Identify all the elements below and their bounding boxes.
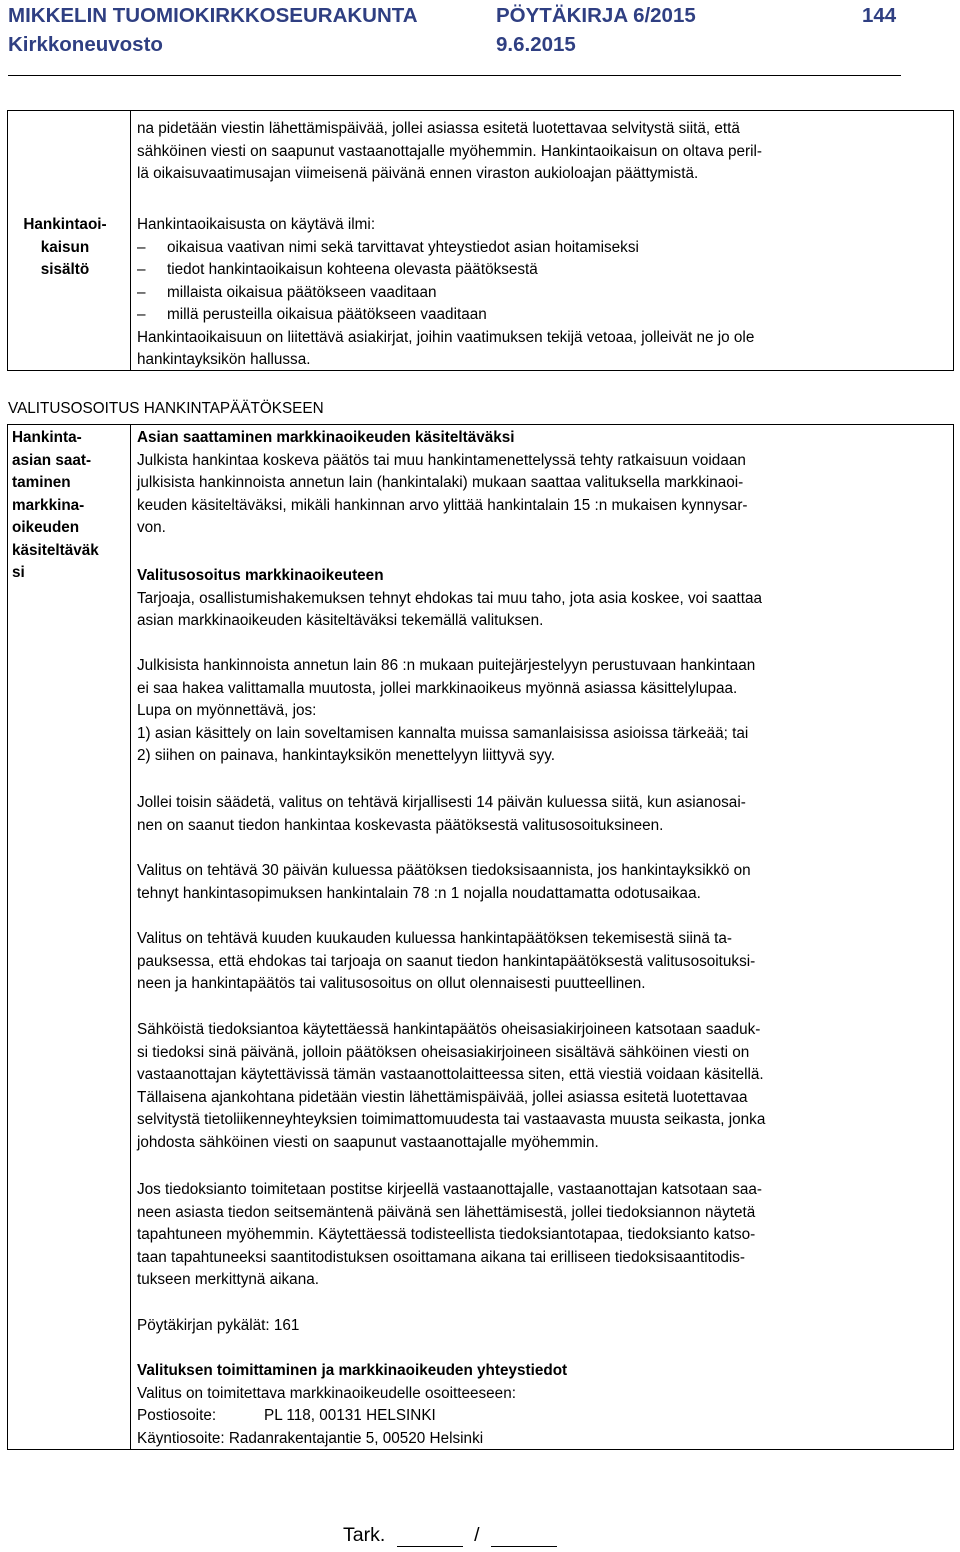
text-line: keuden käsiteltäväksi, mikäli hankinnan arvo ylittää hankintalain 15 :n mukaisen kynnysar-	[137, 496, 748, 514]
footer-label: Tark.	[343, 1524, 386, 1546]
side-label-line: oikeuden	[12, 519, 80, 536]
text-line: taan tapahtuneeksi saantitodistuksen osoittamana aikana tai erilliseen tiedoksisaantitodis-	[137, 1248, 745, 1266]
text-line: Julkisista hankinnoista annetun lain 86 :n mukaan puitejärjestelyyn perustuvaan hankintaan	[137, 657, 756, 674]
text-line: si tiedoksi sinä päivänä, jolloin päätöksen oheisasiakirjoineen sisältävä sähköinen viesti on	[137, 1043, 750, 1061]
side-label-line: si	[12, 564, 25, 581]
text-line: sähköinen viesti on saapunut vastaanottajalle myöhemmin. Hankintaoikaisun on oltava peril-	[137, 142, 762, 160]
side-label-line: Hankintaoi-	[23, 216, 107, 233]
oikaisu-content	[137, 214, 947, 372]
side-label-line: kaisun	[40, 238, 90, 256]
top-box-divider	[130, 111, 131, 370]
heading-asian-saattaminen: Asian saattaminen markkinaoikeuden käsiteltäväksi	[137, 429, 515, 446]
text-line: von.	[137, 519, 166, 536]
text-line: na pidetään viestin lähettämispäivää, jollei asiassa esitetä luotettavaa selvitystä siitä, että	[137, 120, 740, 137]
footer-separator: /	[474, 1524, 480, 1546]
para-block-4	[137, 792, 947, 837]
footer-check	[343, 1524, 557, 1547]
text-line: Valitus on tehtävä kuuden kuukauden kuluessa hankintapäätöksen tekemisestä siinä ta-	[137, 930, 732, 947]
postal-label: Postiosoite:	[137, 1407, 217, 1424]
text-line: julkisista hankinnoista annetun lain (hankintalaki) mukaan saattaa valituksella markkinaoi-	[137, 474, 744, 491]
text-line: Hankintaoikaisuun on liitettävä asiakirjat, joihin vaatimuksen tekijä vetoaa, jolleivät ne jo ole	[137, 328, 755, 346]
doc-title: PÖYTÄKIRJA 6/2015	[496, 4, 696, 27]
list-item: – millaista oikaisua päätökseen vaaditaan	[137, 282, 947, 305]
footer-blank-1	[397, 1528, 463, 1547]
text-line: ei saa hakea valittamalla muutosta, jollei markkinaoikeus myönnä asiassa käsittelylupaa.	[137, 679, 738, 697]
side-label-line: käsiteltäväk	[12, 541, 99, 559]
side-label-line: Hankinta-	[12, 429, 82, 446]
text-line: 1) asian käsittely on lain soveltamisen kannalta muissa samanlaisissa asioissa tärkeää; tai	[137, 724, 749, 742]
side-label-line: sisältö	[40, 261, 90, 278]
text-line: asian markkinaoikeuden käsiteltäväksi tekemällä valituksen.	[137, 612, 544, 629]
header-rule	[8, 75, 901, 76]
list-item: – oikaisua vaativan nimi sekä tarvittavat yhteystiedot asian hoitamiseksi	[137, 237, 947, 260]
heading-yhteystiedot: Valituksen toimittaminen ja markkinaoikeuden yhteystiedot	[137, 1362, 568, 1379]
text-line: Lupa on myönnettävä, jos:	[137, 702, 317, 719]
footer-blank-2	[491, 1528, 557, 1547]
visit-value: Radanrakentajantie 5, 00520 Helsinki	[228, 1429, 484, 1447]
para-block-3	[137, 655, 947, 768]
main-box-divider	[130, 425, 131, 1449]
postal-address	[137, 1405, 947, 1428]
text-line: tapahtuneen myöhemmin. Käytettäessä todisteellista tiedoksiantotapaa, tiedoksianto katso-	[137, 1226, 756, 1243]
article-ref-text: Pöytäkirjan pykälät: 161	[137, 1317, 300, 1334]
text-line: tehnyt hankintasopimuksen hankintalain 78 :n 1 nojalla noudattamatta odotusaikaa.	[137, 884, 701, 902]
text-line: tukseen merkittynä aikana.	[137, 1271, 319, 1288]
text-line: Sähköistä tiedoksiantoa käytettäessä hankintapäätös oheisasiakirjoineen katsotaan saaduk-	[137, 1021, 761, 1038]
para-block-6	[137, 928, 947, 996]
text-line: Jollei toisin säädetä, valitus on tehtävä kirjallisesti 14 päivän kuluessa siitä, kun asianosai-	[137, 794, 746, 811]
para-block-1	[137, 427, 947, 540]
text-line: lä oikaisuvaatimusajan viimeisenä päivänä ennen viraston aukioloajan päättymistä.	[137, 165, 699, 182]
article-reference	[137, 1315, 947, 1338]
para-block-7	[137, 1019, 947, 1154]
para-block-2	[137, 565, 947, 633]
body-name: Kirkkoneuvosto	[8, 33, 163, 56]
side-label-line: taminen	[12, 474, 71, 491]
text-line: selvitystä tietoliikenneyhteyksien toimimattomuudesta tai vastaavasta muusta seikasta, jonka	[137, 1111, 766, 1128]
text-line: Tarjoaja, osallistumishakemuksen tehnyt ehdokas tai muu taho, jota asia koskee, voi saattaa	[137, 589, 762, 607]
text-line: Tällaisena ajankohtana pidetään viestin lähettämispäivää, jollei asiassa esitetä luotettavaa	[137, 1088, 748, 1106]
side-label-line: markkina-	[12, 496, 85, 514]
heading-valitusosoitus: Valitusosoitus markkinaoikeuteen	[137, 567, 384, 584]
text-line: neen ja hankintapäätös tai valitusosoitus on ollut olennaisesti puutteellinen.	[137, 975, 646, 992]
section-title: VALITUSOSOITUS HANKINTAPÄÄTÖKSEEN	[8, 400, 324, 417]
text-line: Valitus on tehtävä 30 päivän kuluessa päätöksen tiedoksisaannista, jos hankintayksikkö on	[137, 862, 751, 879]
text-line: 2) siihen on painava, hankintayksikön menettelyyn liittyvä syy.	[137, 747, 556, 764]
visit-address	[137, 1428, 947, 1451]
list-item: – tiedot hankintaoikaisun kohteena olevasta päätöksestä	[137, 259, 947, 282]
text-line: hankintayksikön hallussa.	[137, 351, 311, 368]
contact-block	[137, 1360, 947, 1450]
text-line: Julkista hankintaa koskeva päätös tai muu hankintamenettelyssä tehty ratkaisuun voidaan	[137, 451, 746, 469]
text-line: nen on saanut tiedon hankintaa koskevasta päätöksestä valitusosoituksineen.	[137, 816, 664, 834]
continuation-text	[137, 118, 947, 186]
oikaisu-intro: Hankintaoikaisusta on käytävä ilmi:	[137, 216, 376, 233]
side-label-oikaisun-sisalto	[8, 214, 122, 282]
para-block-5	[137, 860, 947, 905]
text-line: vastaanottajan käytettävissä tämän vastaanottolaitteessa siten, että viestiä voidaan käsitellä.	[137, 1066, 764, 1083]
text-line: Jos tiedoksianto toimitetaan postitse kirjeellä vastaanottajalle, vastaanottajan katsotaan saa-	[137, 1181, 762, 1198]
text-line: johdosta sähköinen viesti on saapunut vastaanottajalle myöhemmin.	[137, 1133, 599, 1151]
doc-date: 9.6.2015	[496, 33, 576, 56]
page-number: 144	[862, 4, 897, 27]
organization-name: MIKKELIN TUOMIOKIRKKOSEURAKUNTA	[8, 4, 418, 27]
text-line: pauksessa, että ehdokas tai tarjoaja on saanut tiedon hankintapäätöksestä valitusosoituksi-	[137, 952, 756, 970]
contact-intro: Valitus on toimitettava markkinaoikeudelle osoitteeseen:	[137, 1384, 516, 1402]
postal-value: PL 118, 00131 HELSINKI	[264, 1407, 436, 1424]
side-label-line: asian saat-	[12, 451, 92, 469]
side-label-hankinta-asia	[12, 427, 124, 585]
text-line: neen asiasta tiedon seitsemäntenä päivänä sen lähettämisestä, jollei tiedoksiannon näytetä	[137, 1203, 756, 1221]
para-block-8	[137, 1179, 947, 1292]
visit-label: Käyntiosoite:	[137, 1429, 225, 1447]
list-item: – millä perusteilla oikaisua päätökseen vaaditaan	[137, 304, 947, 327]
